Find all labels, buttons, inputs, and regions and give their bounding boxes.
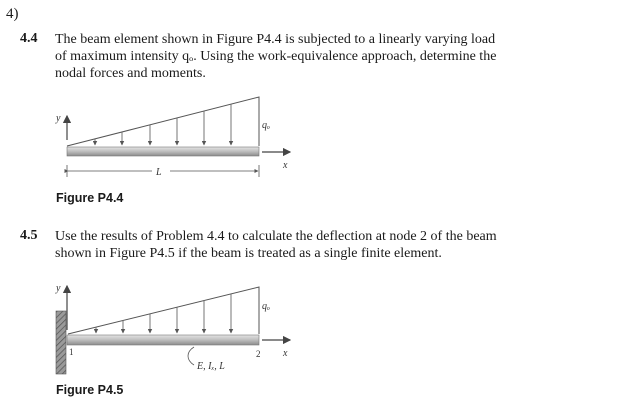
y-axis-label-p4-5: y xyxy=(56,283,61,294)
problem-4-4-line-3: nodal forces and moments. xyxy=(55,66,206,81)
beam-properties-label: E, Iₓ, L xyxy=(197,361,225,372)
property-leader xyxy=(188,347,194,365)
length-label: L xyxy=(156,167,162,178)
beam-p4-4 xyxy=(67,147,259,156)
problem-number-4-4: 4.4 xyxy=(20,31,38,46)
beam-p4-5 xyxy=(67,335,259,345)
problem-4-5-line-1: Use the results of Problem 4.4 to calculate the deflection at node 2 of the beam xyxy=(55,229,497,244)
y-axis-label: y xyxy=(56,113,61,124)
problem-4-4-line-2: of maximum intensity qₒ. Using the work-equivalence approach, determine the xyxy=(55,49,497,64)
load-arrows-p4-5 xyxy=(96,294,231,333)
load-triangle-p4-5 xyxy=(68,287,259,334)
figure-p4-5-caption: Figure P4.5 xyxy=(56,383,124,397)
load-triangle xyxy=(67,97,259,146)
load-intensity-label-p4-5: qₒ xyxy=(262,301,270,312)
problem-4-4-line-1: The beam element shown in Figure P4.4 is subjected to a linearly varying load xyxy=(55,32,496,47)
problem-number-4-5: 4.5 xyxy=(20,228,38,243)
x-axis-label: x xyxy=(283,160,288,171)
load-arrows xyxy=(95,104,231,145)
x-axis-label-p4-5: x xyxy=(283,348,288,359)
question-number: 4) xyxy=(6,6,19,22)
problem-text-4-5 xyxy=(55,228,610,262)
node-2-label: 2 xyxy=(256,349,261,359)
problem-4-5-line-2: shown in Figure P4.5 if the beam is treated as a single finite element. xyxy=(55,246,442,261)
node-1-label: 1 xyxy=(69,347,74,357)
figure-p4-4-caption: Figure P4.4 xyxy=(56,191,124,205)
load-intensity-label: qₒ xyxy=(262,120,270,131)
fixed-wall-support xyxy=(56,311,66,374)
